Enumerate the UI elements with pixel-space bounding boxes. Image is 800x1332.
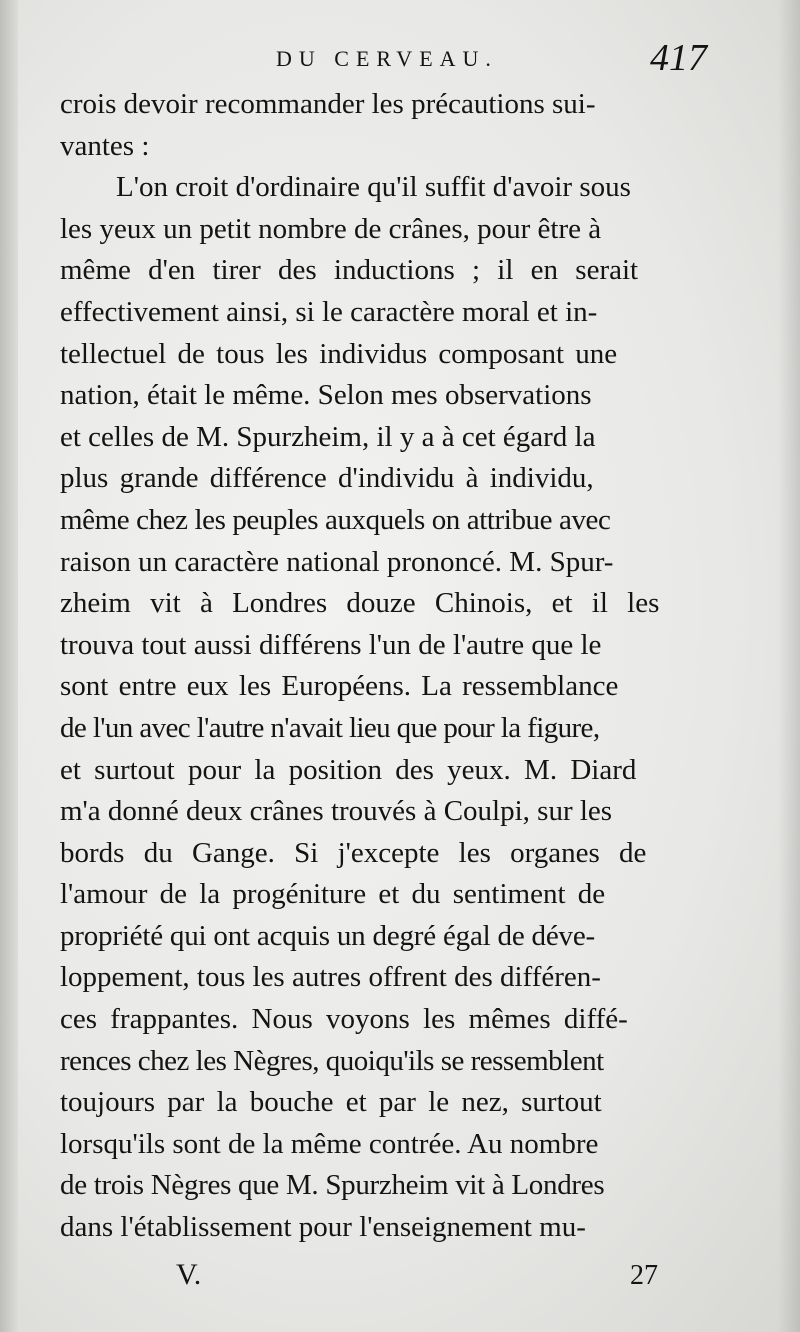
text-line: propriété qui ont acquis un degré égal de déve- [60,919,595,952]
text-line: plus grande différence d'individu à individu, [60,462,594,495]
text-line: de l'un avec l'autre n'avait lieu que pour la figure, [60,711,600,744]
text-line: lorsqu'ils sont de la même contrée. Au nombre [60,1127,599,1160]
text-line: vantes : [60,129,150,162]
text-line: raison un caractère national prononcé. M. Spur- [60,545,614,578]
body-text [60,84,736,1249]
text-line: trouva tout aussi différens l'un de l'autre que le [60,628,602,661]
text-line: ces frappantes. Nous voyons les mêmes diffé- [60,1003,628,1036]
text-line: m'a donné deux crânes trouvés à Coulpi, sur les [60,795,613,828]
text-line: les yeux un petit nombre de crânes, pour être à [60,212,602,245]
text-line: L'on croit d'ordinaire qu'il suffit d'avoir sous [116,171,631,204]
running-head [0,37,800,82]
text-line: sont entre eux les Européens. La ressemblance [60,670,619,703]
text-line: dans l'établissement pour l'enseignement mu- [60,1211,586,1244]
page-footer [0,1258,800,1302]
page-number: 417 [650,37,707,79]
text-line: effectivement ainsi, si le caractère moral et in- [60,295,598,328]
text-line: crois devoir recommander les précautions sui- [60,88,596,120]
page-edge-shadow [778,0,800,1332]
text-line: même d'en tirer des inductions ; il en serait [60,254,639,287]
text-line: nation, était le même. Selon mes observations [60,379,592,412]
text-line: l'amour de la progéniture et du sentiment de [60,878,606,911]
text-line: de trois Nègres que M. Spurzheim vit à Londres [60,1169,605,1202]
signature-number: 27 [630,1260,658,1291]
running-head-title: DU CERVEAU. [276,46,498,71]
text-line: bords du Gange. Si j'excepte les organes de [60,836,647,869]
text-line: tellectuel de tous les individus composant une [60,337,618,370]
text-line: toujours par la bouche et par le nez, surtout [60,1086,602,1119]
text-line: rences chez les Nègres, quoiqu'ils se ressemblent [60,1044,604,1077]
text-line: et celles de M. Spurzheim, il y a à cet égard la [60,420,596,453]
text-line: loppement, tous les autres offrent des différen- [60,961,601,994]
text-line: et surtout pour la position des yeux. M. Diard [60,753,637,786]
text-line: même chez les peuples auxquels on attribue avec [60,503,611,536]
signature-mark: V. [176,1258,202,1291]
text-line: zheim vit à Londres douze Chinois, et il les [60,587,660,620]
page-gutter-shadow [0,0,18,1332]
